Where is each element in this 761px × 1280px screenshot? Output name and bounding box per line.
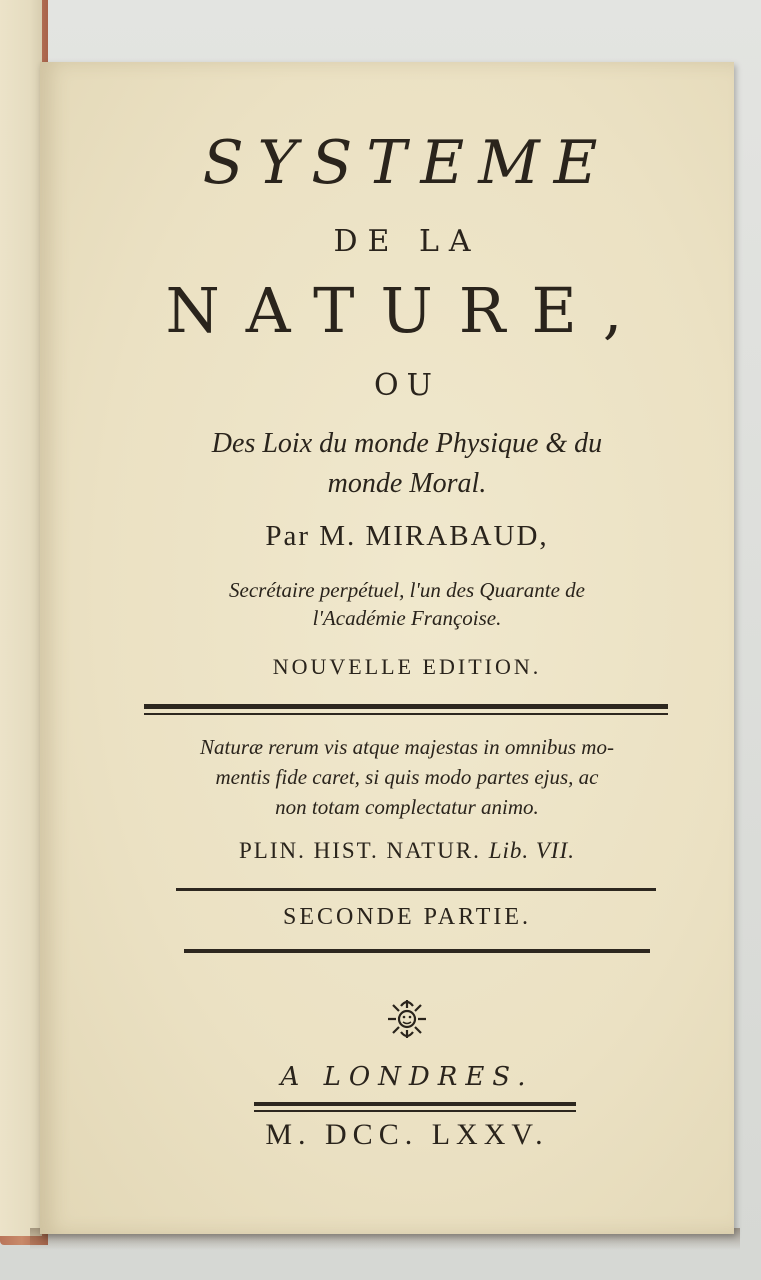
imprint-place: A LONDRES. [280,1062,534,1092]
subtitle-line-1: Des Loix du monde Physique & du [211,428,603,459]
part-label: SECONDE PARTIE. [282,904,532,930]
title-page [40,62,734,1234]
title-de-la: DE LA [333,224,481,259]
epigraph-line-2: mentis fide caret, si quis modo partes ejus, ac [215,765,599,789]
divider-thick [144,704,668,709]
facing-page-edge [0,0,42,1236]
author-title-line-1: Secrétaire perpétuel, l'un des Quarante de [229,578,585,602]
divider-part-top [176,888,656,891]
edition-line: NOUVELLE EDITION. [272,654,542,679]
divider-thin [144,713,668,715]
sun-face-ornament-icon [384,996,430,1042]
citation-source: PLIN. HIST. NATUR. [239,838,481,863]
divider-imprint [254,1102,576,1106]
subtitle [40,424,734,504]
divider-part-bottom [184,949,650,953]
subtitle-line-2: monde Moral. [327,468,487,499]
title-ou: OU [374,368,440,403]
epigraph [40,732,734,822]
divider-imprint-thin [254,1110,576,1112]
author-title [40,576,734,632]
book-title: SYSTEME [202,128,612,198]
imprint-date: M. DCC. LXXV. [265,1118,549,1151]
author-title-line-2: l'Académie Françoise. [312,606,502,630]
citation-book: Lib. VII. [488,838,575,863]
title-nature: NATURE, [165,274,649,347]
epigraph-line-3: non totam complectatur animo. [275,795,539,819]
author-line: Par M. MIRABAUD, [265,520,549,552]
epigraph-citation [40,838,734,864]
epigraph-line-1: Naturæ rerum vis atque majestas in omnibus mo- [200,735,614,759]
